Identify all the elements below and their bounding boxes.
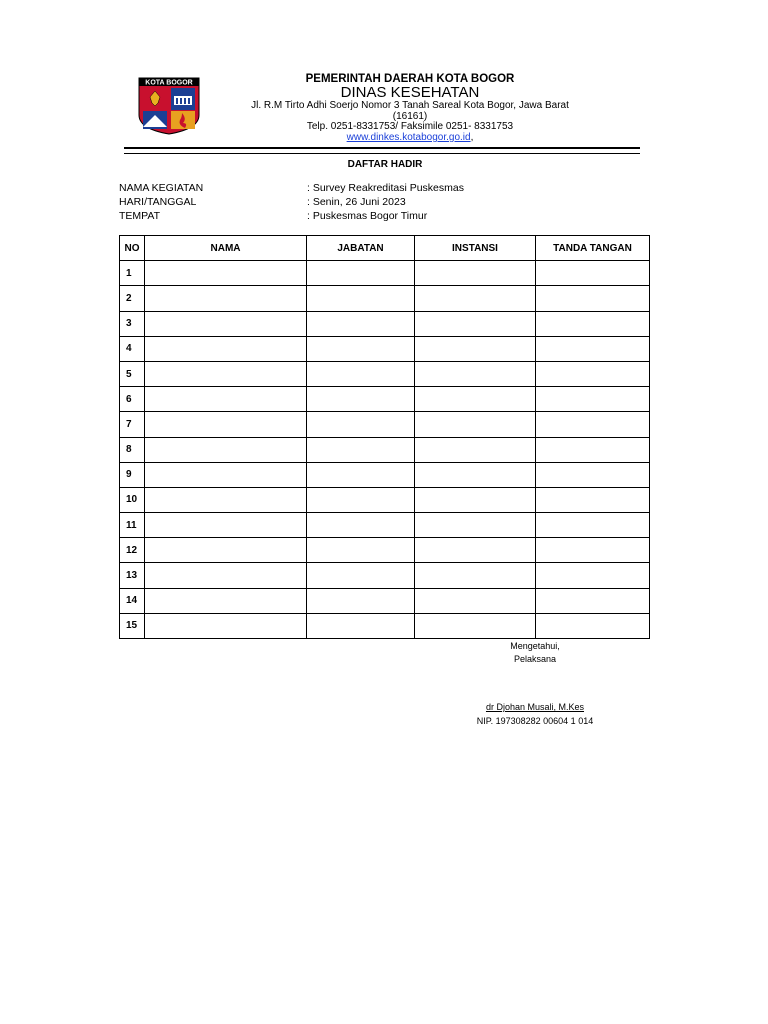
table-row bbox=[120, 462, 650, 487]
table-row bbox=[120, 613, 650, 638]
position-cell[interactable] bbox=[307, 613, 415, 638]
column-header-nama: NAMA bbox=[145, 236, 307, 261]
name-cell[interactable] bbox=[145, 513, 307, 538]
field-value-date: : Senin, 26 Juni 2023 bbox=[307, 196, 406, 208]
signature-cell[interactable] bbox=[536, 412, 650, 437]
row-number: 12 bbox=[120, 538, 145, 563]
agency-name: DINAS KESEHATAN bbox=[340, 84, 480, 101]
name-cell[interactable] bbox=[145, 336, 307, 361]
document-title: DAFTAR HADIR bbox=[347, 159, 423, 170]
institution-cell[interactable] bbox=[415, 462, 536, 487]
signature-cell[interactable] bbox=[536, 387, 650, 412]
row-number: 2 bbox=[120, 286, 145, 311]
institution-cell[interactable] bbox=[415, 336, 536, 361]
name-cell[interactable] bbox=[145, 462, 307, 487]
row-number: 3 bbox=[120, 311, 145, 336]
row-number: 4 bbox=[120, 336, 145, 361]
position-cell[interactable] bbox=[307, 311, 415, 336]
signature-cell[interactable] bbox=[536, 311, 650, 336]
field-value-activity: : Survey Reakreditasi Puskesmas bbox=[307, 182, 464, 194]
table-header-row bbox=[120, 236, 650, 261]
position-cell[interactable] bbox=[307, 261, 415, 286]
name-cell[interactable] bbox=[145, 538, 307, 563]
row-number: 9 bbox=[120, 462, 145, 487]
name-cell[interactable] bbox=[145, 437, 307, 462]
signer-nip: NIP. 197308282 00604 1 014 bbox=[476, 716, 594, 726]
signature-cell[interactable] bbox=[536, 613, 650, 638]
header-rule-thin bbox=[124, 153, 640, 154]
signature-cell[interactable] bbox=[536, 487, 650, 512]
column-header-jabatan: JABATAN bbox=[307, 236, 415, 261]
field-label-activity: NAMA KEGIATAN bbox=[119, 182, 204, 194]
table-row bbox=[120, 538, 650, 563]
kota-bogor-logo bbox=[138, 77, 200, 135]
table-row bbox=[120, 361, 650, 386]
institution-cell[interactable] bbox=[415, 513, 536, 538]
row-number: 8 bbox=[120, 437, 145, 462]
institution-cell[interactable] bbox=[415, 613, 536, 638]
table-row bbox=[120, 487, 650, 512]
table-row bbox=[120, 336, 650, 361]
website-link[interactable]: www.dinkes.kotabogor.go.id bbox=[346, 132, 471, 143]
table-row bbox=[120, 311, 650, 336]
row-number: 7 bbox=[120, 412, 145, 437]
position-cell[interactable] bbox=[307, 513, 415, 538]
name-cell[interactable] bbox=[145, 588, 307, 613]
signature-cell[interactable] bbox=[536, 462, 650, 487]
institution-cell[interactable] bbox=[415, 437, 536, 462]
row-number: 11 bbox=[120, 513, 145, 538]
name-cell[interactable] bbox=[145, 261, 307, 286]
name-cell[interactable] bbox=[145, 613, 307, 638]
table-row bbox=[120, 563, 650, 588]
row-number: 14 bbox=[120, 588, 145, 613]
name-cell[interactable] bbox=[145, 412, 307, 437]
column-header-instansi: INSTANSI bbox=[415, 236, 536, 261]
institution-cell[interactable] bbox=[415, 563, 536, 588]
institution-cell[interactable] bbox=[415, 311, 536, 336]
institution-cell[interactable] bbox=[415, 261, 536, 286]
signer-name: dr Djohan Musali, M.Kes bbox=[485, 702, 585, 712]
name-cell[interactable] bbox=[145, 361, 307, 386]
attendance-table bbox=[119, 235, 650, 639]
position-cell[interactable] bbox=[307, 437, 415, 462]
position-cell[interactable] bbox=[307, 387, 415, 412]
institution-cell[interactable] bbox=[415, 412, 536, 437]
position-cell[interactable] bbox=[307, 538, 415, 563]
website-line bbox=[300, 132, 520, 143]
signature-cell[interactable] bbox=[536, 563, 650, 588]
institution-cell[interactable] bbox=[415, 387, 536, 412]
phone-fax: Telp. 0251-8331753/ Faksimile 0251- 8331753 bbox=[306, 121, 514, 132]
name-cell[interactable] bbox=[145, 563, 307, 588]
position-cell[interactable] bbox=[307, 286, 415, 311]
institution-cell[interactable] bbox=[415, 361, 536, 386]
institution-cell[interactable] bbox=[415, 588, 536, 613]
field-label-place: TEMPAT bbox=[119, 210, 161, 222]
signature-cell[interactable] bbox=[536, 437, 650, 462]
position-cell[interactable] bbox=[307, 462, 415, 487]
row-number: 10 bbox=[120, 487, 145, 512]
postal-code: (16161) bbox=[392, 111, 428, 122]
table-row bbox=[120, 513, 650, 538]
position-cell[interactable] bbox=[307, 563, 415, 588]
table-row bbox=[120, 437, 650, 462]
institution-cell[interactable] bbox=[415, 286, 536, 311]
row-number: 1 bbox=[120, 261, 145, 286]
table-row bbox=[120, 387, 650, 412]
row-number: 5 bbox=[120, 361, 145, 386]
row-number: 6 bbox=[120, 387, 145, 412]
position-cell[interactable] bbox=[307, 487, 415, 512]
field-label-date: HARI/TANGGAL bbox=[119, 196, 197, 208]
column-header-tanda-tangan: TANDA TANGAN bbox=[536, 236, 650, 261]
table-row bbox=[120, 261, 650, 286]
signer-role: Pelaksana bbox=[513, 654, 557, 664]
institution-cell[interactable] bbox=[415, 487, 536, 512]
header-rule-thick bbox=[124, 147, 640, 149]
name-cell[interactable] bbox=[145, 286, 307, 311]
name-cell[interactable] bbox=[145, 311, 307, 336]
field-value-place: : Puskesmas Bogor Timur bbox=[307, 210, 428, 222]
address-line: Jl. R.M Tirto Adhi Soerjo Nomor 3 Tanah Sareal Kota Bogor, Jawa Barat bbox=[251, 100, 569, 111]
table-row bbox=[120, 286, 650, 311]
signature-cell[interactable] bbox=[536, 361, 650, 386]
name-cell[interactable] bbox=[145, 487, 307, 512]
column-header-no: NO bbox=[120, 236, 145, 261]
signature-cell[interactable] bbox=[536, 286, 650, 311]
row-number: 13 bbox=[120, 563, 145, 588]
position-cell[interactable] bbox=[307, 361, 415, 386]
svg-text:KOTA BOGOR: KOTA BOGOR bbox=[145, 79, 193, 87]
name-cell[interactable] bbox=[145, 387, 307, 412]
signature-cell[interactable] bbox=[536, 513, 650, 538]
website-suffix: , bbox=[470, 132, 474, 143]
table-row bbox=[120, 588, 650, 613]
position-cell[interactable] bbox=[307, 588, 415, 613]
signature-cell[interactable] bbox=[536, 588, 650, 613]
position-cell[interactable] bbox=[307, 336, 415, 361]
signature-cell[interactable] bbox=[536, 336, 650, 361]
acknowledged-label: Mengetahui, bbox=[510, 641, 560, 651]
government-name: PEMERINTAH DAERAH KOTA BOGOR bbox=[305, 73, 515, 85]
row-number: 15 bbox=[120, 613, 145, 638]
institution-cell[interactable] bbox=[415, 538, 536, 563]
signature-cell[interactable] bbox=[536, 538, 650, 563]
position-cell[interactable] bbox=[307, 412, 415, 437]
signature-cell[interactable] bbox=[536, 261, 650, 286]
table-row bbox=[120, 412, 650, 437]
